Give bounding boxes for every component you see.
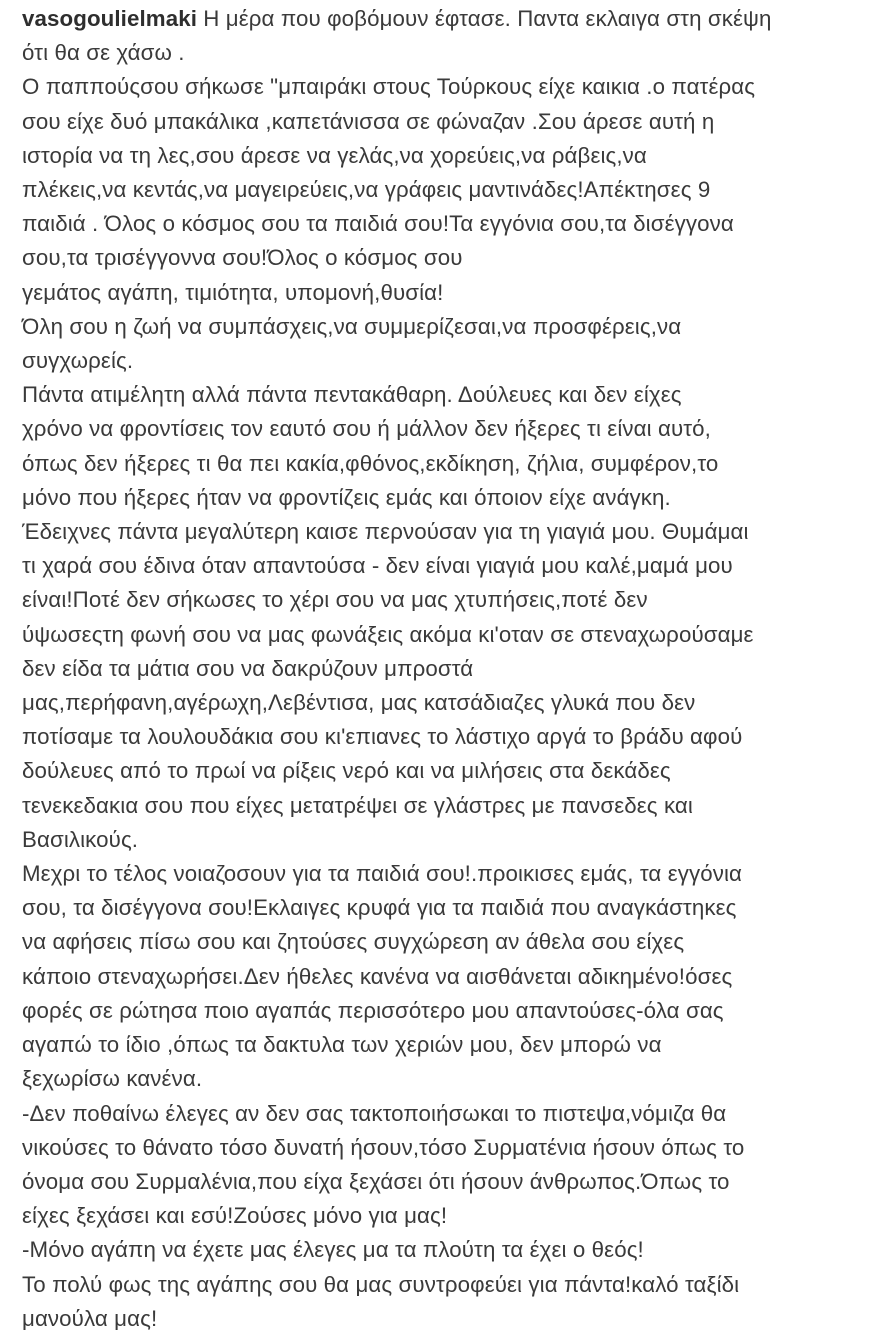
caption-line: τι χαρά σου έδινα όταν απαντούσα - δεν είναι γιαγιά μου καλέ,μαμά μου xyxy=(22,553,733,579)
caption-line: ότι θα σε χάσω . xyxy=(22,40,185,66)
caption-line: σου, τα δισέγγονα σου!Εκλαιγες κρυφά για τα παιδιά που αναγκάστηκες xyxy=(22,895,737,921)
caption-line: μας,περήφανη,αγέρωχη,Λεβέντισα, μας κατσάδιαζες γλυκά που δεν xyxy=(22,690,696,716)
caption-line: γεμάτος αγάπη, τιμιότητα, υπομονή,θυσία! xyxy=(22,279,444,305)
caption-line: χρόνο να φροντίσεις τον εαυτό σου ή μάλλον δεν ήξερες τι είναι αυτό, xyxy=(22,416,711,442)
caption-line: δεν είδα τα μάτια σου να δακρύζουν μπροστά xyxy=(22,655,474,681)
caption-line: ποτίσαμε τα λουλουδάκια σου κι'επιανες το λάστιχο αργά το βράδυ αφού xyxy=(22,724,743,750)
caption-line: Έδειχνες πάντα μεγαλύτερη καισε περνούσαν για τη γιαγιά μου. Θυμάμαι xyxy=(22,519,749,545)
caption-line: όνομα σου Συρμαλένια,που είχα ξεχάσει ότι ήσουν άνθρωπος.Όπως το xyxy=(22,1168,730,1194)
caption-line: σου,τα τρισέγγοννα σου!Όλος ο κόσμος σου xyxy=(22,245,463,271)
caption-line: κάποιο στεναχωρήσει.Δεν ήθελες κανένα να αισθάνεται αδικημένο!όσες xyxy=(22,963,733,989)
caption-line: μανούλα μας! xyxy=(22,1305,158,1331)
caption-line: όπως δεν ήξερες τι θα πει κακία,φθόνος,εκδίκηση, ζήλια, συμφέρον,το xyxy=(22,450,719,476)
caption-line: ξεχωρίσω κανένα. xyxy=(22,1066,203,1092)
caption-line: Ο παππούςσου σήκωσε "μπαιράκι στους Τούρκους είχε καικια .ο πατέρας xyxy=(22,74,756,100)
post-caption xyxy=(22,2,872,1336)
caption-line: Όλη σου η ζωή να συμπάσχεις,να συμμερίζεσαι,να προσφέρεις,να xyxy=(22,313,682,339)
caption-first-line xyxy=(22,2,872,36)
caption-line: τενεκεδακια σου που είχες μετατρέψει σε γλάστρες με πανσεδες και xyxy=(22,792,693,818)
caption-line: Βασιλικούς. xyxy=(22,826,139,852)
caption-line: -Μόνο αγάπη να έχετε μας έλεγες μα τα πλούτη τα έχει ο θεός! xyxy=(22,1237,644,1263)
caption-line: συγχωρείς. xyxy=(22,348,134,374)
caption-line: Το πολύ φως της αγάπης σου θα μας συντροφεύει για πάντα!καλό ταξίδι xyxy=(22,1271,740,1297)
caption-text: Η μέρα που φοβόμουν έφτασε. Παντα εκλαιγα στη σκέψη xyxy=(197,6,772,31)
caption-line: φορές σε ρώτησα ποιο αγαπάς περισσότερο μου απαντούσες-όλα σας xyxy=(22,997,724,1023)
caption-line: Πάντα ατιμέλητη αλλά πάντα πεντακάθαρη. Δούλευες και δεν είχες xyxy=(22,382,682,408)
caption-line: νικούσες το θάνατο τόσο δυνατή ήσουν,τόσο Συρματένια ήσουν όπως το xyxy=(22,1134,745,1160)
caption-line: σου είχε δυό μπακάλικα ,καπετάνισσα σε φώναζαν .Σου άρεσε αυτή η xyxy=(22,108,715,134)
caption-line: δούλευες από το πρωί να ρίξεις νερό και να μιλήσεις στα δεκάδες xyxy=(22,758,671,784)
caption-line: είναι!Ποτέ δεν σήκωσες το χέρι σου να μας χτυπήσεις,ποτέ δεν xyxy=(22,587,648,613)
caption-line: ύψωσεςτη φωνή σου να μας φωνάξεις ακόμα κι'οταν σε στεναχωρούσαμε xyxy=(22,621,754,647)
caption-line: Μεχρι το τέλος νοιαζοσουν για τα παιδιά σου!.προικισες εμάς, τα εγγόνια xyxy=(22,861,743,887)
caption-line: -Δεν ποθαίνω έλεγες αν δεν σας τακτοποιήσωκαι το πιστεψα,νόμιζα θα xyxy=(22,1100,727,1126)
caption-line: πλέκεις,να κεντάς,να μαγειρεύεις,να γράφεις μαντινάδες!Απέκτησες 9 xyxy=(22,177,711,203)
caption-line: να αφήσεις πίσω σου και ζητούσες συγχώρεση αν άθελα σου είχες xyxy=(22,929,685,955)
caption-line: είχες ξεχάσει και εσύ!Ζούσες μόνο για μας! xyxy=(22,1203,448,1229)
username-link[interactable]: vasogoulielmaki xyxy=(22,6,197,31)
caption-line: παιδιά . Όλος ο κόσμος σου τα παιδιά σου!Τα εγγόνια σου,τα δισέγγονα xyxy=(22,211,734,237)
caption-line: αγαπώ το ίδιο ,όπως τα δακτυλα των χεριών μου, δεν μπορώ να xyxy=(22,1032,662,1058)
caption-line: ιστορία να τη λες,σου άρεσε να γελάς,να χορεύεις,να ράβεις,να xyxy=(22,142,647,168)
caption-line: μόνο που ήξερες ήταν να φροντίζεις εμάς και όποιον είχε ανάγκη. xyxy=(22,484,671,510)
